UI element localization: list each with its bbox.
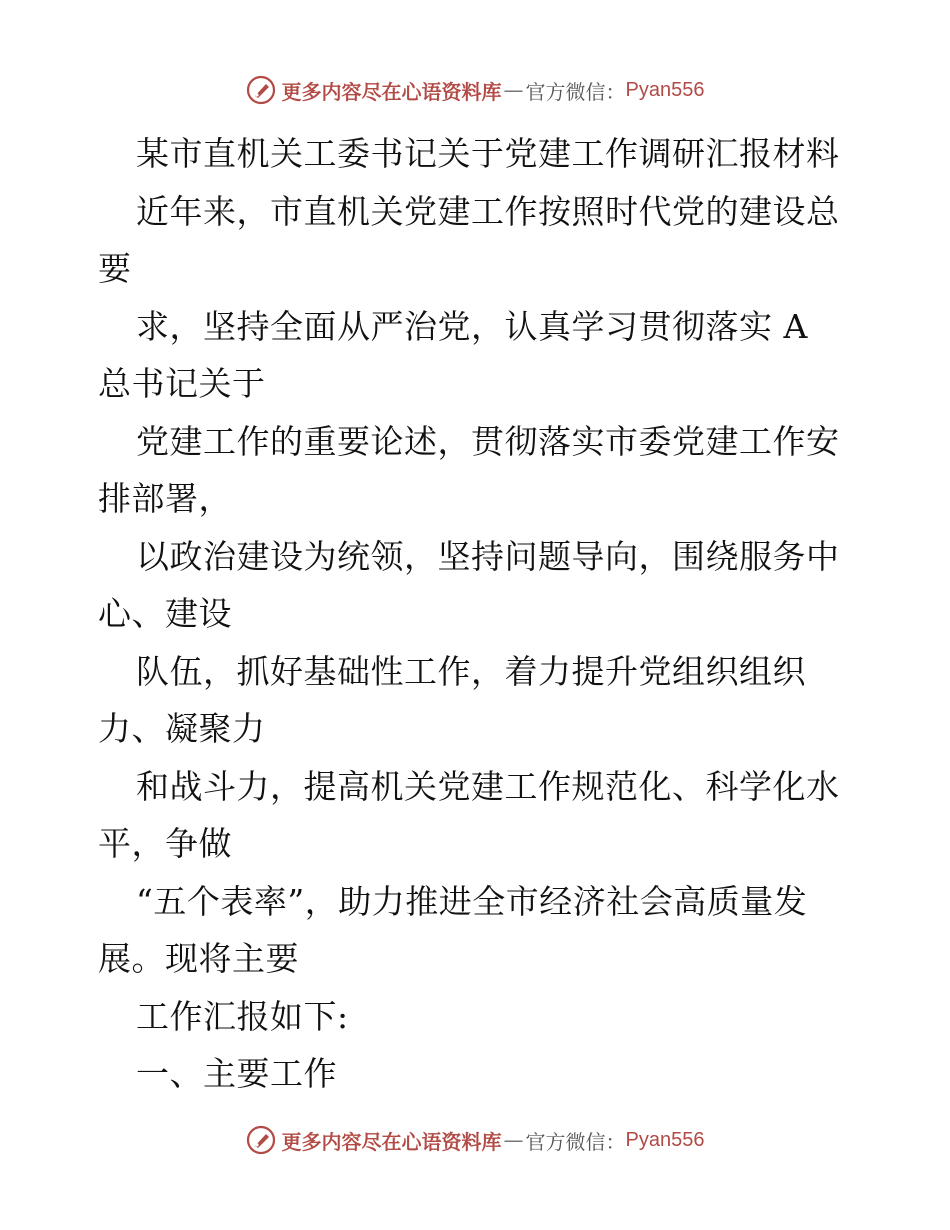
paragraph-line: 平，争做 xyxy=(98,824,232,863)
paragraph-line: 近年来，市直机关党建工作按照时代党的建设总 xyxy=(136,191,840,231)
paragraph-line: 和战斗力，提高机关党建工作规范化、科学化水 xyxy=(136,766,840,806)
paragraph-line: 要 xyxy=(98,249,132,288)
paragraph-line: 队伍，抓好基础性工作，着力提升党组织组织 xyxy=(136,651,806,691)
paragraph-line: 党建工作的重要论述，贯彻落实市委党建工作安 xyxy=(136,421,840,461)
paragraph-line: 求，坚持全面从严治党，认真学习贯彻落实 A xyxy=(136,306,808,346)
header-banner xyxy=(0,70,950,110)
paragraph-line: “五个表率”，助力推进全市经济社会高质量发 xyxy=(136,881,808,921)
banner-text: 更多内容尽在心语资料库 xyxy=(281,1129,502,1154)
paragraph-line: 工作汇报如下: xyxy=(136,996,349,1036)
section-heading: 一、主要工作 xyxy=(136,1054,337,1093)
paragraph-line: 总书记关于 xyxy=(98,364,266,403)
banner-separator: — xyxy=(503,1128,524,1152)
paragraph-line: 以政治建设为统领，坚持问题导向，围绕服务中 xyxy=(136,536,840,576)
banner-wechat-label: 官方微信： xyxy=(525,79,626,104)
pen-nib-logo-icon xyxy=(246,1125,276,1155)
footer-banner xyxy=(0,1120,950,1160)
banner-wechat-id: Pyan556 xyxy=(625,1128,705,1151)
paragraph-line: 心、建设 xyxy=(98,594,232,633)
banner-text: 更多内容尽在心语资料库 xyxy=(281,79,502,104)
banner-wechat-id: Pyan556 xyxy=(625,78,705,101)
paragraph-line: 展。现将主要 xyxy=(98,939,299,978)
document-body xyxy=(98,125,858,1103)
banner-separator: — xyxy=(503,78,524,102)
document-title: 某市直机关工委书记关于党建工作调研汇报材料 xyxy=(136,134,840,173)
pen-nib-logo-icon xyxy=(246,75,276,105)
paragraph-line: 力、凝聚力 xyxy=(98,709,266,748)
banner-wechat-label: 官方微信： xyxy=(525,1129,626,1154)
paragraph-line: 排部署， xyxy=(98,479,232,518)
